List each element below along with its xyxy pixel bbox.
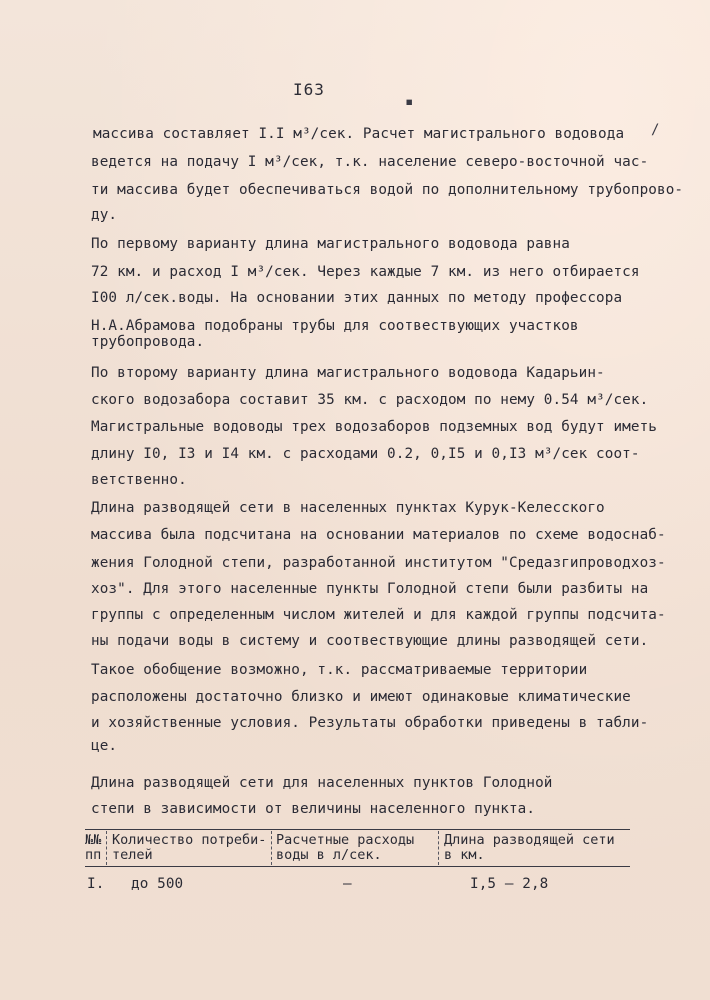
text-line: ду. [91,207,118,223]
table-header-consumers: Количество потреби- телей [112,832,267,863]
text-line: Магистральные водоводы трех водозаборов подземных вод будут иметь [91,419,657,435]
text-line: Н.А.Абрамова подобраны трубы для соотвествующих участков [91,318,579,334]
text-line: расположены достаточно близко и имеют одинаковые климатические [91,689,631,705]
table-caption-line: Длина разводящей сети для населенных пунктов Голодной [91,775,553,791]
table-caption-line: степи в зависимости от величины населенного пункта. [91,801,536,817]
table-cell-length: I,5 – 2,8 [470,876,549,892]
margin-mark: / [651,122,660,138]
text-line: Длина разводящей сети в населенных пунктах Курук-Келесского [91,500,605,516]
text-line: ского водозабора составит 35 км. с расходом по нему 0.54 м³/сек. [91,392,649,408]
table-cell-flow: – [343,876,352,892]
column-separator [271,831,272,865]
table-header-rule [85,866,630,867]
table-header-length: Длина разводящей сети в км. [444,832,615,863]
table-cell-consumers: до 500 [131,876,184,892]
text-line: ветственно. [91,472,187,488]
text-line: жения Голодной степи, разработанной институтом "Средазгипроводхоз- [91,555,666,571]
table-header-flow: Расчетные расходы воды в л/сек. [276,832,415,863]
text-line: хоз". Для этого населенные пункты Голодной степи были разбиты на [91,581,649,597]
text-line: ведется на подачу I м³/сек, т.к. население северо-восточной час- [91,154,649,170]
column-separator [438,831,439,865]
table-cell-number: I. [87,876,105,892]
text-line: трубопровода. [91,334,205,350]
text-line: По второму варианту длина магистрального водовода Кадарьин- [91,365,605,381]
page-number: I63 [293,80,325,99]
text-line: I00 л/сек.воды. На основании этих данных по методу профессора [91,290,623,306]
text-line: длину I0, I3 и I4 км. с расходами 0.2, 0,I5 и 0,I3 м³/сек соот- [91,446,640,462]
text-line: По первому варианту длина магистрального водовода равна [91,236,570,252]
column-separator [106,831,107,865]
table-top-rule [85,829,630,830]
text-line: 72 км. и расход I м³/сек. Через каждые 7 км. из него отбирается [91,264,640,280]
text-line: и хозяйственные условия. Результаты обработки приведены в табли- [91,715,649,731]
text-line: це. [91,738,118,754]
table-header-number: №№ пп [85,832,102,863]
text-line: Такое обобщение возможно, т.к. рассматриваемые территории [91,662,588,678]
text-line: ны подачи воды в систему и соотвествующие длины разводящей сети. [91,633,649,649]
text-line: ти массива будет обеспечиваться водой по дополнительному трубопрово- [91,182,684,198]
stray-mark: ▪ [405,94,414,110]
text-line: массива составляет I.I м³/сек. Расчет магистрального водовода [93,126,625,142]
text-line: группы с определенным числом жителей и для каждой группы подсчита- [91,607,666,623]
text-line: массива была подсчитана на основании материалов по схеме водоснаб- [91,527,666,543]
